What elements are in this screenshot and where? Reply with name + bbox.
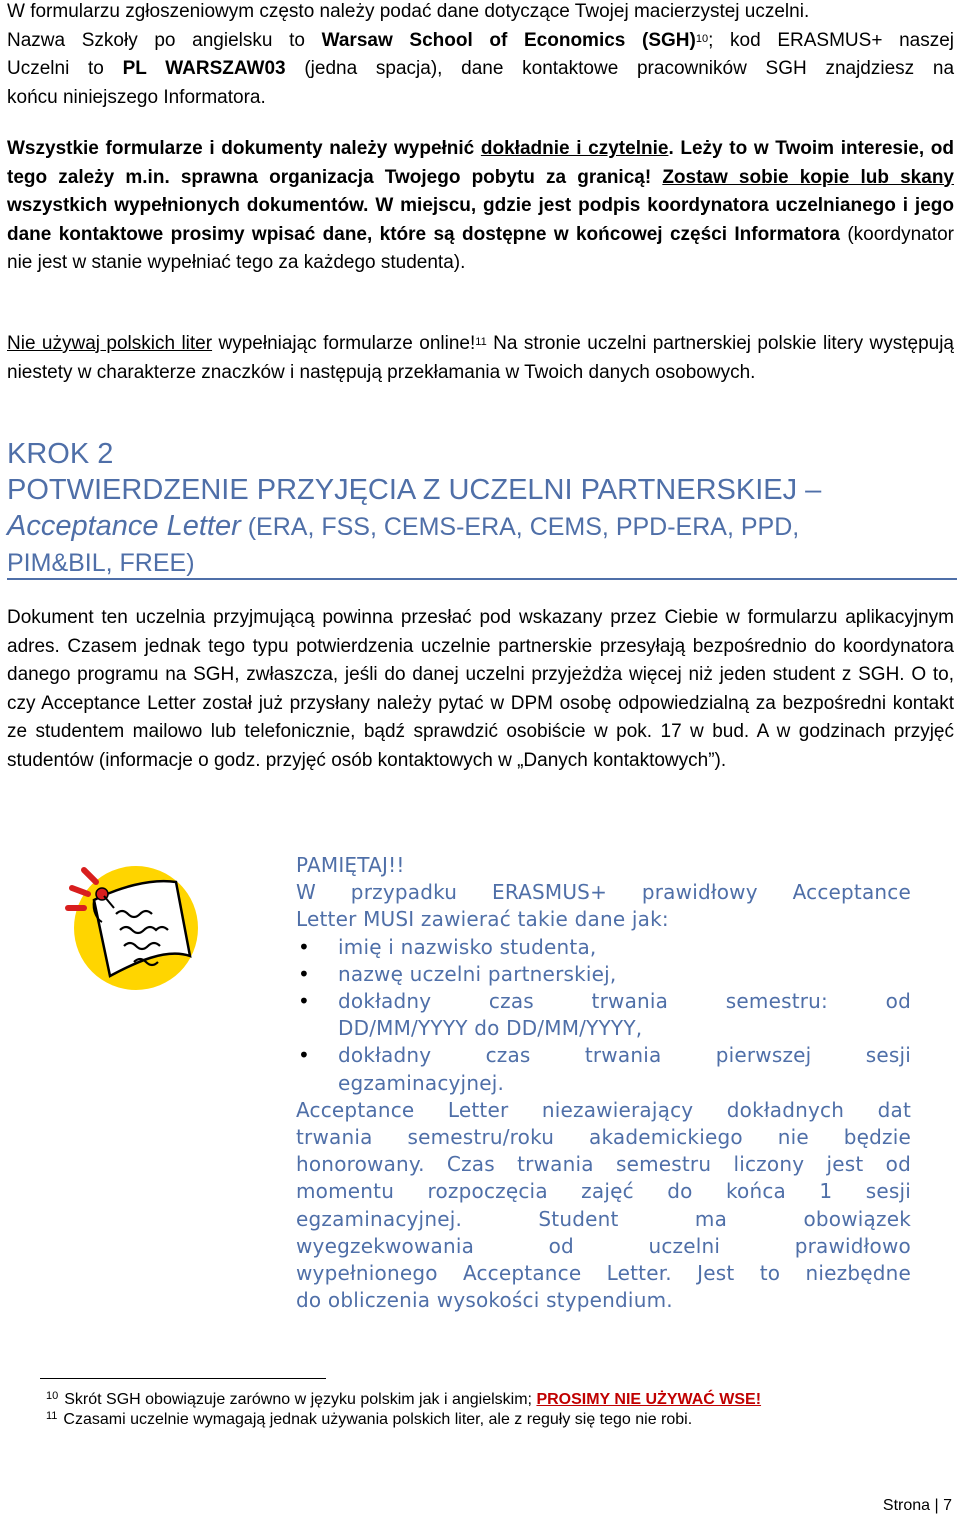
page-number-value: 7 <box>943 1497 952 1514</box>
footnote-number: 10 <box>46 1390 59 1402</box>
polish-warning: Nie używaj polskich liter <box>7 333 213 354</box>
intro-line-4: końcu niniejszego Informatora. <box>7 86 266 108</box>
footnote-warning: PROSIMY NIE UŻYWAĆ WSE! <box>536 1391 762 1408</box>
forms-paragraph <box>7 135 954 278</box>
intro-text: ; kod ERASMUS+ naszej <box>708 29 954 51</box>
page-number <box>883 1497 952 1515</box>
intro-line-1: W formularzu zgłoszeniowym często należy podać dane dotyczące Twojej macierzystej uczelni. <box>7 1 810 22</box>
polish-text: Na stronie uczelni partnerskiej polskie litery występują niestety w charakterze znaczków i następują przekłamania w Twoich danych osobowych. <box>7 333 954 383</box>
footnote-ref-10: 10 <box>695 32 709 45</box>
forms-emphasis: dokładnie i czytelnie <box>480 138 669 159</box>
reminder-line: egzaminacyjnej. Student ma obowiązek <box>296 1206 911 1231</box>
section-heading <box>7 436 957 581</box>
step-title: KROK 2 <box>7 438 114 470</box>
erasmus-code: PL WARSZAW03 <box>122 58 286 79</box>
footnote-ref-11: 11 <box>475 336 487 348</box>
forms-text: Wszystkie formularze i dokumenty należy wypełnić <box>7 138 481 159</box>
reminder-line: momentu rozpoczęcia zajęć do końca 1 sesji <box>296 1179 911 1204</box>
requirement-item-cont: DD/MM/YYYY do DD/MM/YYYY, <box>338 1016 643 1041</box>
forms-text: (koordynator nie jest w stanie wypełniać tego za każdego studenta). <box>7 223 954 273</box>
intro-text: Uczelni to <box>7 58 123 79</box>
requirement-item: • nazwę uczelni partnerskiej, <box>296 961 911 988</box>
reminder-line: honorowany. Czas trwania semestru liczony jest od <box>296 1152 911 1177</box>
requirement-item: • dokładny czas trwania pierwszej sesji <box>296 1042 911 1069</box>
requirement-item-cont: egzaminacyjnej. <box>338 1070 505 1095</box>
footnote-11 <box>46 1410 692 1430</box>
requirement-item: • imię i nazwisko studenta, <box>296 934 911 961</box>
footnote-number: 11 <box>46 1410 58 1422</box>
reminder-line: do obliczenia wysokości stypendium. <box>296 1288 673 1313</box>
step-subtitle-line-3 <box>7 508 957 545</box>
forms-text: . Leży to w Twoim interesie, od tego zależy m.in. sprawna organizacja Twojego pobytu za granicą! <box>7 138 954 188</box>
page-label: Strona <box>882 1497 931 1514</box>
forms-text: wszystkich wypełnionych dokumentów. <box>7 195 369 216</box>
reminder-title: PAMIĘTAJ!! <box>296 853 405 877</box>
reminder-box <box>296 852 911 1314</box>
intro-line-2 <box>7 27 954 56</box>
intro-text: (jedna spacja), dane kontaktowe pracowników SGH znajdziesz na <box>285 58 955 79</box>
reminder-line: wyegzekwowania od uczelni prawidłowo <box>296 1233 911 1258</box>
memo-note-icon <box>58 848 208 998</box>
polish-letters-paragraph <box>7 330 954 387</box>
forms-emphasis: Zostaw sobie kopie lub skany <box>662 166 954 188</box>
reminder-line: W przypadku ERASMUS+ prawidłowy Acceptance <box>296 880 911 905</box>
reminder-line: trwania semestru/roku akademickiego nie będzie <box>296 1125 911 1150</box>
intro-paragraph <box>7 0 954 112</box>
document-paragraph: Dokument ten uczelnia przyjmującą powinna przesłać pod wskazany przez Ciebie w formularzu aplikacyjnym adres. Czasem jednak tego typu potwierdzenia uczelnie partnerskie przesyłają bezpośrednio do koordynatora danego programu na SGH, zwłaszcza, jeśli do danej uczelni przyjeżdża więcej niż jeden student z SGH. O to, czy Acceptance Letter został już przysłany należy pytać w DPM osobę odpowiedzialną za bezpośredni kontakt ze studentem mailowo lub telefonicznie, bądź sprawdzić osobiście w pok. 17 w bud. A w godzinach przyjęć studentów (informacje o godz. przyjęć osób kontaktowych w „Danych kontaktowych”). <box>7 607 954 771</box>
footnote-10 <box>46 1390 761 1410</box>
heading-rule <box>7 578 957 580</box>
school-name: Warsaw School of Economics (SGH) <box>321 29 696 51</box>
forms-text: W miejscu, gdzie jest podpis koordynatora uczelnianego i jego dane kontaktowe prosimy wpisać dane, które są dostępne w końcowej części Informatora <box>7 195 954 245</box>
page-separator: | <box>934 1497 939 1514</box>
requirement-item: • dokładny czas trwania semestru: od <box>296 988 911 1015</box>
programs-list: (ERA, FSS, CEMS-ERA, CEMS, PPD-ERA, PPD, <box>240 513 800 541</box>
footnote-text: Skrót SGH obowiązuje zarówno w języku polskim jak i angielskim; <box>64 1391 537 1408</box>
step-subtitle: POTWIERDZENIE PRZYJĘCIA Z UCZELNI PARTNERSKIEJ – <box>7 474 822 506</box>
footnote-text: Czasami uczelnie wymagają jednak używania polskich liter, ale z reguły się tego nie robi. <box>63 1411 693 1428</box>
polish-text: wypełniając formularze online! <box>212 333 476 354</box>
reminder-line: Letter MUSI zawierać takie dane jak: <box>296 907 669 932</box>
acceptance-letter-title: Acceptance Letter <box>7 510 241 542</box>
footnote-separator <box>40 1378 326 1379</box>
intro-text: Nazwa Szkoły po angielsku to <box>7 29 322 51</box>
programs-list-cont: PIM&BIL, FREE) <box>7 549 195 577</box>
intro-line-3 <box>7 55 954 84</box>
reminder-line: wypełnionego Acceptance Letter. Jest to niezbędne <box>296 1261 911 1286</box>
reminder-line: Acceptance Letter niezawierający dokładnych dat <box>296 1097 911 1122</box>
